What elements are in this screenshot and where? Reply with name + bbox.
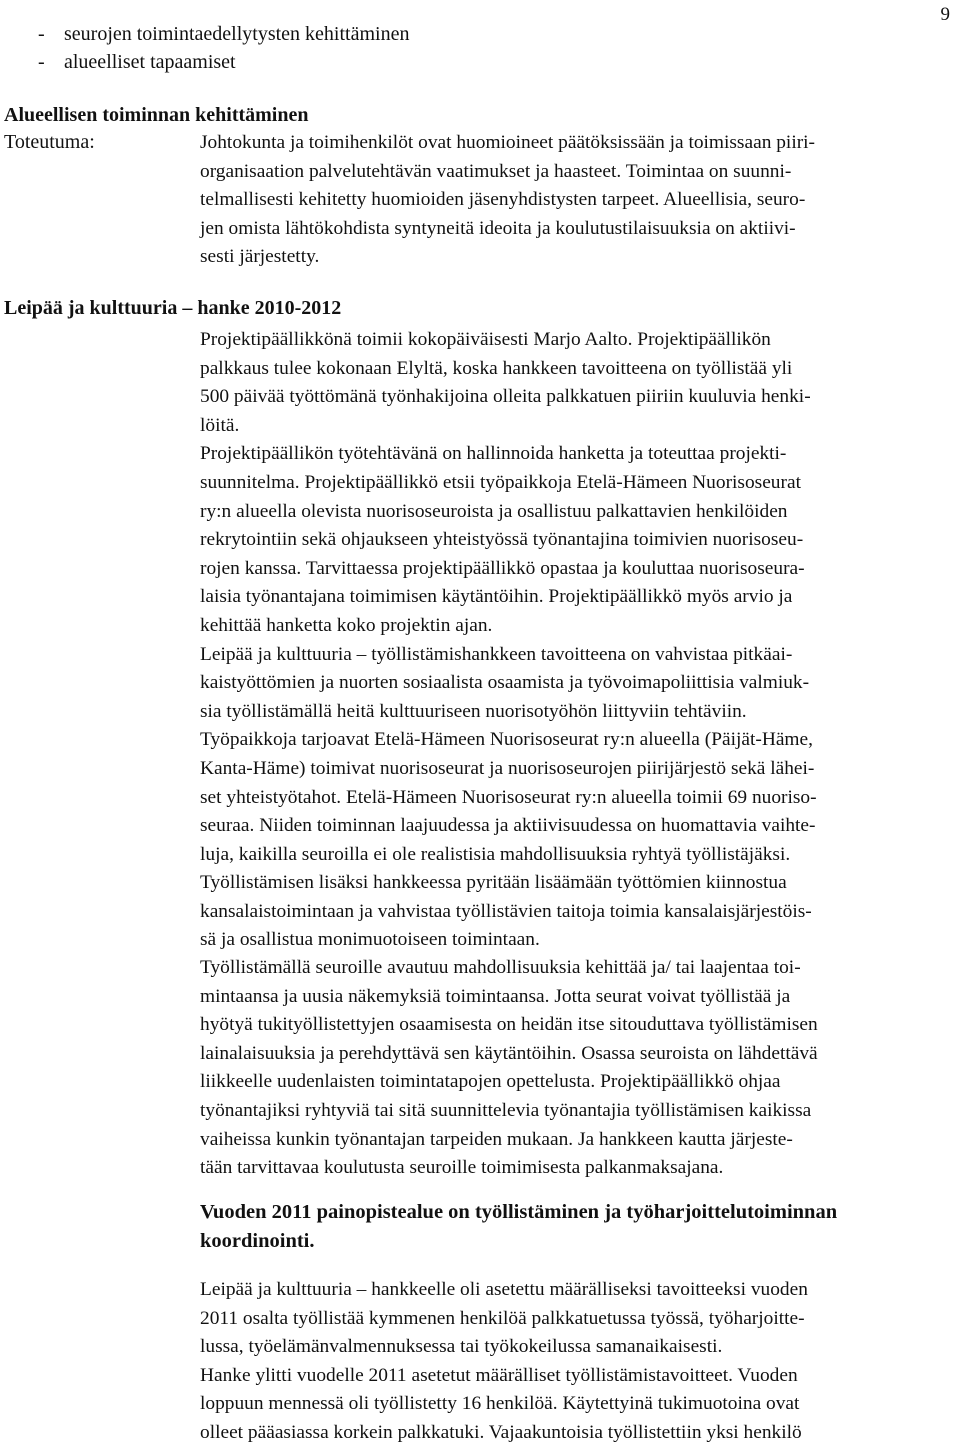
regional-paragraph — [200, 129, 955, 272]
text-line: laisia työnantajana toimimisen käytäntöihin. Projektipäällikkö myös arvio ja — [200, 586, 793, 608]
project-paragraph-2 — [200, 954, 955, 1183]
text-line: rojen kanssa. Tarvittaessa projektipäällikkö opastaa ja kouluttaa nuorisoseura- — [200, 557, 805, 579]
text-line: hyötyä tukityöllistettyjen osaamisesta on heidän itse sitouduttava työllistämisen — [200, 1014, 818, 1036]
list-item-text: alueelliset tapaamiset — [64, 51, 236, 73]
section-heading-project: Leipää ja kulttuuria – hanke 2010-2012 — [4, 297, 342, 319]
text-line: Työpaikkoja tarjoavat Etelä-Hämeen Nuorisoseurat ry:n alueella (Päijät-Häme, — [200, 729, 813, 751]
text-line: löitä. — [200, 414, 240, 436]
page-number: 9 — [940, 4, 950, 25]
text-line: kehittää hanketta koko projektin ajan. — [200, 614, 493, 636]
text-line: liikkeelle uudenlaisten toimintatapojen opettelusta. Projektipäällikkö ohjaa — [200, 1071, 781, 1093]
text-line: sesti järjestetty. — [200, 246, 320, 268]
text-line: suunnitelma. Projektipäällikkö etsii työpaikkoja Etelä-Hämeen Nuorisoseurat — [200, 471, 801, 493]
text-line: olleet pääasiassa korkein palkkatuki. Vajaakuntoisia työllistettiin yksi henkilö — [200, 1421, 802, 1443]
text-line: luja, kaikilla seuroilla ei ole realistisia mahdollisuuksia ryhtyä työllistäjäksi. — [200, 843, 791, 865]
priority-heading — [200, 1198, 955, 1256]
text-line: mintaansa ja uusia näkemyksiä toimintaansa. Jotta seurat voivat työllistää ja — [200, 985, 791, 1007]
intro-dash-list — [38, 20, 410, 76]
text-line: set yhteistyötahot. Etelä-Hämeen Nuorisoseurat ry:n alueella toimii 69 nuoriso- — [200, 786, 817, 808]
text-line: ry:n alueella olevista nuorisoseuroista ja osallistuu palkattavien henkilöiden — [200, 500, 788, 522]
toteutuma-label: Toteutuma: — [4, 131, 95, 153]
text-line: telmallisesti kehitetty huomioiden jäsenyhdistysten tarpeet. Alueellisia, seuro- — [200, 189, 806, 211]
bold-line: Vuoden 2011 painopistealue on työllistäminen ja työharjoittelutoiminnan — [200, 1201, 838, 1223]
text-line: lainalaisuuksia ja perehdyttävä sen käytäntöihin. Osassa seuroista on lähdettävä — [200, 1042, 818, 1064]
text-line: tään tarvittavaa koulutusta seuroille toimimisesta palkanmaksajana. — [200, 1157, 724, 1179]
bold-line: koordinointi. — [200, 1230, 315, 1252]
list-item-text: seurojen toimintaedellytysten kehittäminen — [64, 23, 410, 45]
text-line: Hanke ylitti vuodelle 2011 asetetut määrälliset työllistämistavoitteet. Vuoden — [200, 1364, 798, 1386]
list-item: - seurojen toimintaedellytysten kehittäminen — [38, 23, 410, 45]
text-line: Johtokunta ja toimihenkilöt ovat huomioineet päätöksissään ja toimissaan piiri- — [200, 132, 816, 153]
text-line: rekrytointiin sekä ohjaukseen yhteistyössä työnantajina toimivien nuorisoseu- — [200, 529, 804, 551]
text-line: Projektipäällikkönä toimii kokopäiväisesti Marjo Aalto. Projektipäällikön — [200, 329, 771, 350]
text-line: Leipää ja kulttuuria – työllistämishankkeen tavoitteena on vahvistaa pitkäai- — [200, 643, 793, 665]
text-line: 500 päivää työttömänä työnhakijoina olleita palkkatuen piiriin kuuluvia henki- — [200, 386, 811, 408]
text-line: seuraa. Niiden toiminnan laajuudessa ja aktiivisuudessa on huomattavia vaihte- — [200, 815, 816, 837]
text-line: Leipää ja kulttuuria – hankkeelle oli asetettu määrälliseksi tavoitteeksi vuoden — [200, 1279, 808, 1300]
text-line: loppuun mennessä oli työllistetty 16 henkilöä. Käytettyinä tukimuotoina ovat — [200, 1393, 800, 1415]
results-paragraph — [200, 1276, 955, 1448]
text-line: 2011 osalta työllistää kymmenen henkilöä palkkatuetussa työssä, työharjoitte- — [200, 1307, 805, 1329]
text-line: lussa, työelämänvalmennuksessa tai työkokeilussa samanaikaisesti. — [200, 1336, 723, 1358]
text-line: kansalaistoimintaan ja vahvistaa työllistävien taitoja toimia kansalaisjärjestöis- — [200, 900, 812, 922]
section-heading-regional: Alueellisen toiminnan kehittäminen — [4, 104, 309, 126]
text-line: Työllistämällä seuroille avautuu mahdollisuuksia kehittää ja/ tai laajentaa toi- — [200, 957, 801, 978]
text-line: työnantajiksi ryhtyviä tai sitä suunnittelevia työnantajia työllistämisen kaikissa — [200, 1099, 812, 1121]
project-paragraph-1 — [200, 326, 955, 955]
text-line: Työllistämisen lisäksi hankkeessa pyritään lisäämään työttömien kiinnostua — [200, 872, 787, 894]
text-line: palkkaus tulee kokonaan Elyltä, koska hankkeen tavoitteena on työllistää yli — [200, 357, 793, 379]
text-line: jen omista lähtökohdista syntyneitä ideoita ja koulutustilaisuuksia on aktiivi- — [200, 217, 796, 239]
list-item: - alueelliset tapaamiset — [38, 51, 236, 73]
text-line: organisaation palvelutehtävän vaatimukset ja haasteet. Toimintaa on suunni- — [200, 160, 792, 182]
text-line: vaiheissa kunkin työnantajan tarpeiden mukaan. Ja hankkeen kautta järjeste- — [200, 1128, 793, 1150]
text-line: Projektipäällikön työtehtävänä on hallinnoida hanketta ja toteuttaa projekti- — [200, 443, 787, 465]
text-line: kaistyöttömien ja nuorten sosiaalista osaamista ja työvoimapoliittisia valmiuk- — [200, 672, 810, 694]
text-line: sia työllistämällä heitä kulttuuriseen nuorisotyöhön liittyviin tehtäviin. — [200, 700, 747, 722]
text-line: Kanta-Häme) toimivat nuorisoseurat ja nuorisoseurojen piirijärjestö sekä lähei- — [200, 757, 815, 779]
text-line: sä ja osallistua monimuotoiseen toimintaan. — [200, 929, 540, 951]
